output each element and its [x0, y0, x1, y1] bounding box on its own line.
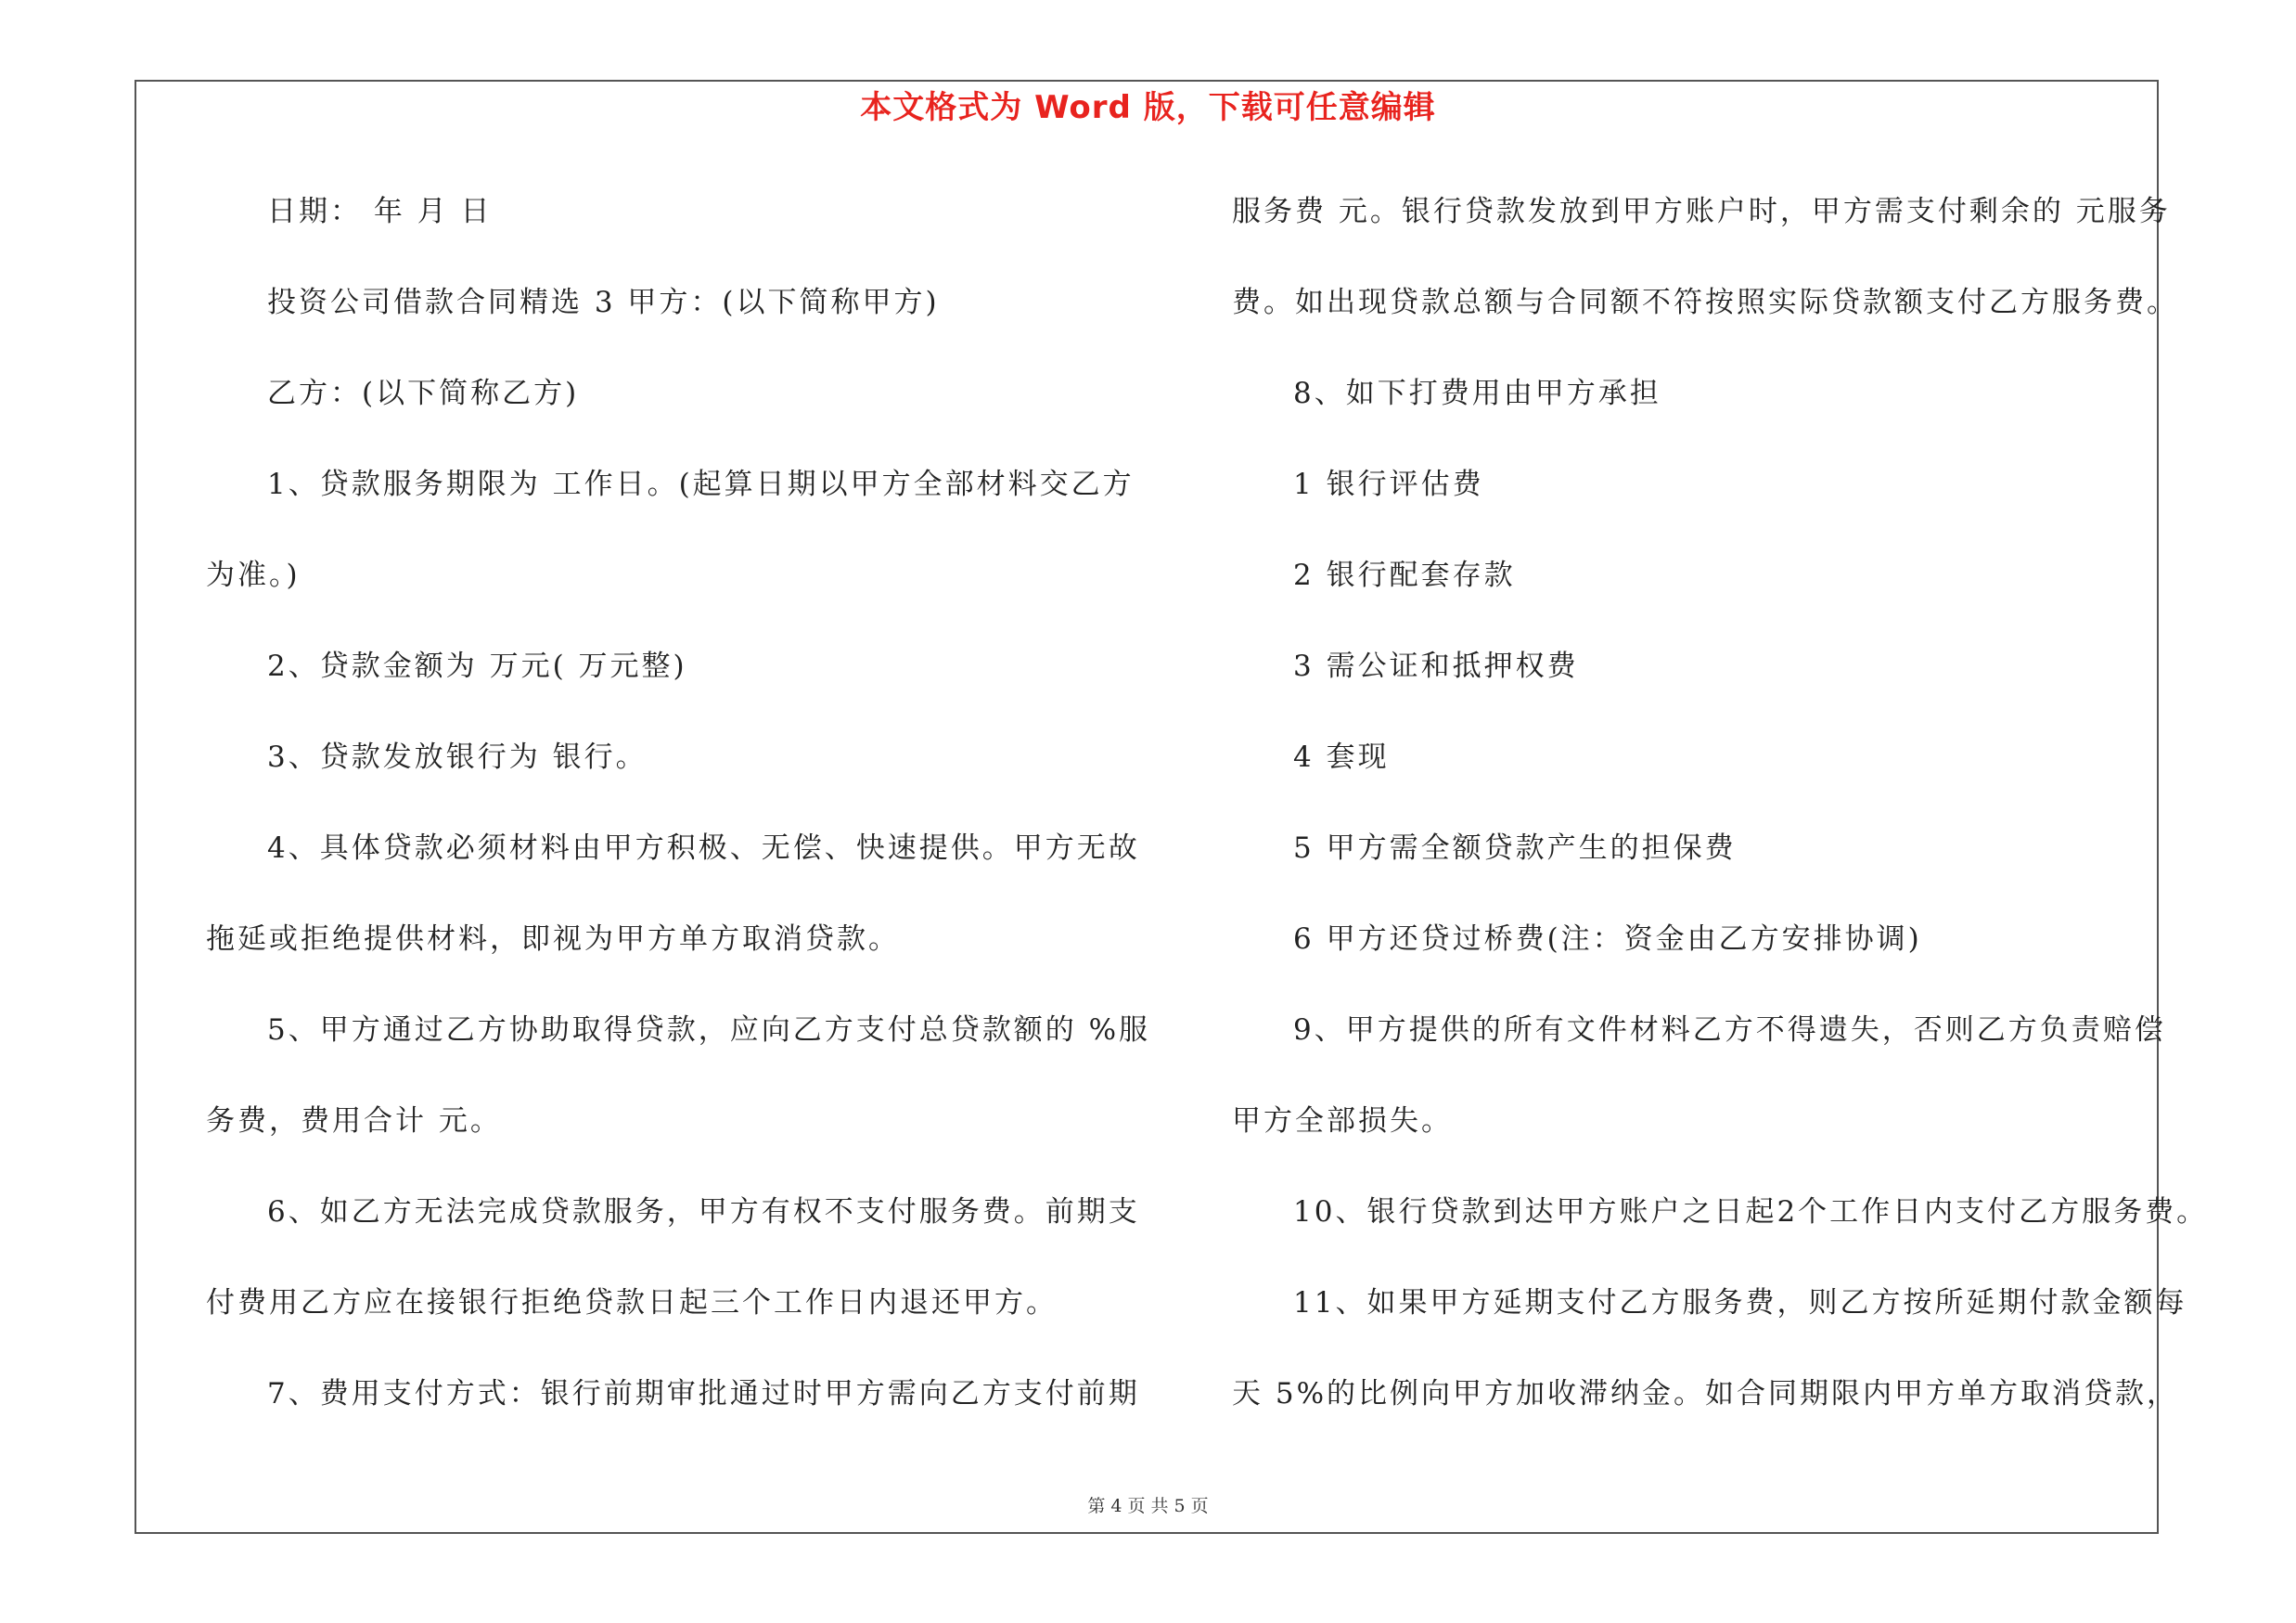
paragraph-line: 4、具体贷款必须材料由甲方积极、无偿、快速提供。甲方无故: [267, 831, 1140, 865]
paragraph-line: 7、费用支付方式：银行前期审批通过时甲方需向乙方支付前期: [267, 1377, 1140, 1410]
paragraph-line: 8、如下打费用由甲方承担: [1293, 377, 1661, 410]
paragraph-line: 1、贷款服务期限为 工作日。(起算日期以甲方全部材料交乙方: [267, 468, 1135, 501]
paragraph-line: 3 需公证和抵押权费: [1293, 650, 1579, 683]
page-number-footer: 第 4 页 共 5 页: [1087, 1496, 1209, 1516]
paragraph-line: 5 甲方需全额贷款产生的担保费: [1293, 831, 1737, 865]
paragraph-line: 天 5%的比例向甲方加收滞纳金。如合同期限内甲方单方取消贷款，: [1232, 1377, 2179, 1410]
paragraph-line: 2、贷款金额为 万元( 万元整): [267, 650, 687, 683]
right-text-column: [1232, 184, 2209, 1457]
paragraph-line: 11、如果甲方延期支付乙方服务费，则乙方按所延期付款金额每: [1293, 1286, 2187, 1320]
paragraph-line: 1 银行评估费: [1293, 468, 1484, 501]
paragraph-line: 6 甲方还贷过桥费(注：资金由乙方安排协调): [1293, 922, 1922, 956]
paragraph-line: 费。如出现贷款总额与合同额不符按照实际贷款额支付乙方服务费。: [1232, 286, 2178, 319]
paragraph-line: 服务费 元。银行贷款发放到甲方账户时，甲方需支付剩余的 元服务: [1232, 195, 2171, 228]
paragraph-line: 乙方：(以下简称乙方): [267, 377, 580, 410]
paragraph-line: 甲方全部损失。: [1232, 1104, 1453, 1138]
paragraph-line: 2 银行配套存款: [1293, 559, 1516, 592]
editable-notice-banner: 本文格式为 Word 版，下载可任意编辑: [860, 89, 1436, 126]
paragraph-line: 4 套现: [1293, 741, 1390, 774]
paragraph-line: 拖延或拒绝提供材料，即视为甲方单方取消贷款。: [206, 922, 900, 956]
paragraph-line: 10、银行贷款到达甲方账户之日起2个工作日内支付乙方服务费。: [1293, 1195, 2209, 1229]
paragraph-line: 5、甲方通过乙方协助取得贷款，应向乙方支付总贷款额的 %服: [267, 1013, 1151, 1047]
paragraph-line: 3、贷款发放银行为 银行。: [267, 741, 648, 774]
paragraph-line: 付费用乙方应在接银行拒绝贷款日起三个工作日内退还甲方。: [206, 1286, 1058, 1320]
paragraph-line: 务费，费用合计 元。: [206, 1104, 502, 1138]
left-text-column: [206, 184, 1151, 1457]
paragraph-line: 6、如乙方无法完成贷款服务，甲方有权不支付服务费。前期支: [267, 1195, 1140, 1229]
paragraph-line: 投资公司借款合同精选 3 甲方：(以下简称甲方): [267, 286, 940, 319]
paragraph-line: 为准。): [206, 559, 301, 592]
paragraph-line: 9、甲方提供的所有文件材料乙方不得遗失，否则乙方负责赔偿: [1293, 1013, 2166, 1047]
paragraph-line: 日期： 年 月 日: [267, 195, 493, 228]
